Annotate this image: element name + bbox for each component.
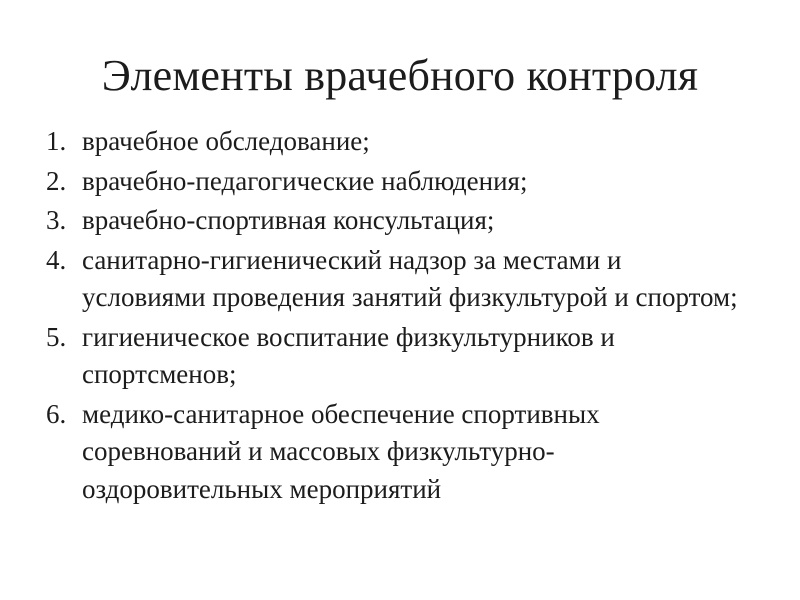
list-item-number: 1. [46, 126, 67, 156]
slide-title: Элементы врачебного контроля [101, 51, 699, 100]
list-item-number: 4. [46, 244, 67, 275]
list-item-text: врачебное обследование; [82, 126, 370, 156]
list-item-number: 5. [46, 321, 67, 352]
list-item [46, 319, 746, 394]
list-item-text: врачебно-спортивная консультация; [82, 205, 495, 235]
list-item-text: санитарно-гигиенический надзор за местами и условиями проведения занятий физкультурой и спортом; [82, 244, 738, 312]
list-item-number: 6. [46, 398, 67, 429]
list-item [46, 123, 746, 161]
numbered-list [46, 123, 746, 510]
list-item-number: 2. [46, 165, 67, 196]
list-item [46, 396, 746, 509]
list-item-text: медико-санитарное обеспечение спортивных соревнований и массовых физкультурно-оздоровительных мероприятий [82, 398, 600, 504]
list-item-number: 3. [46, 205, 67, 235]
list-item [46, 202, 746, 240]
list-item [46, 163, 746, 201]
list-item-text: врачебно-педагогические наблюдения; [82, 165, 528, 196]
list-item-text: гигиеническое воспитание физкультурников и спортсменов; [82, 321, 615, 389]
list-item [46, 242, 746, 317]
